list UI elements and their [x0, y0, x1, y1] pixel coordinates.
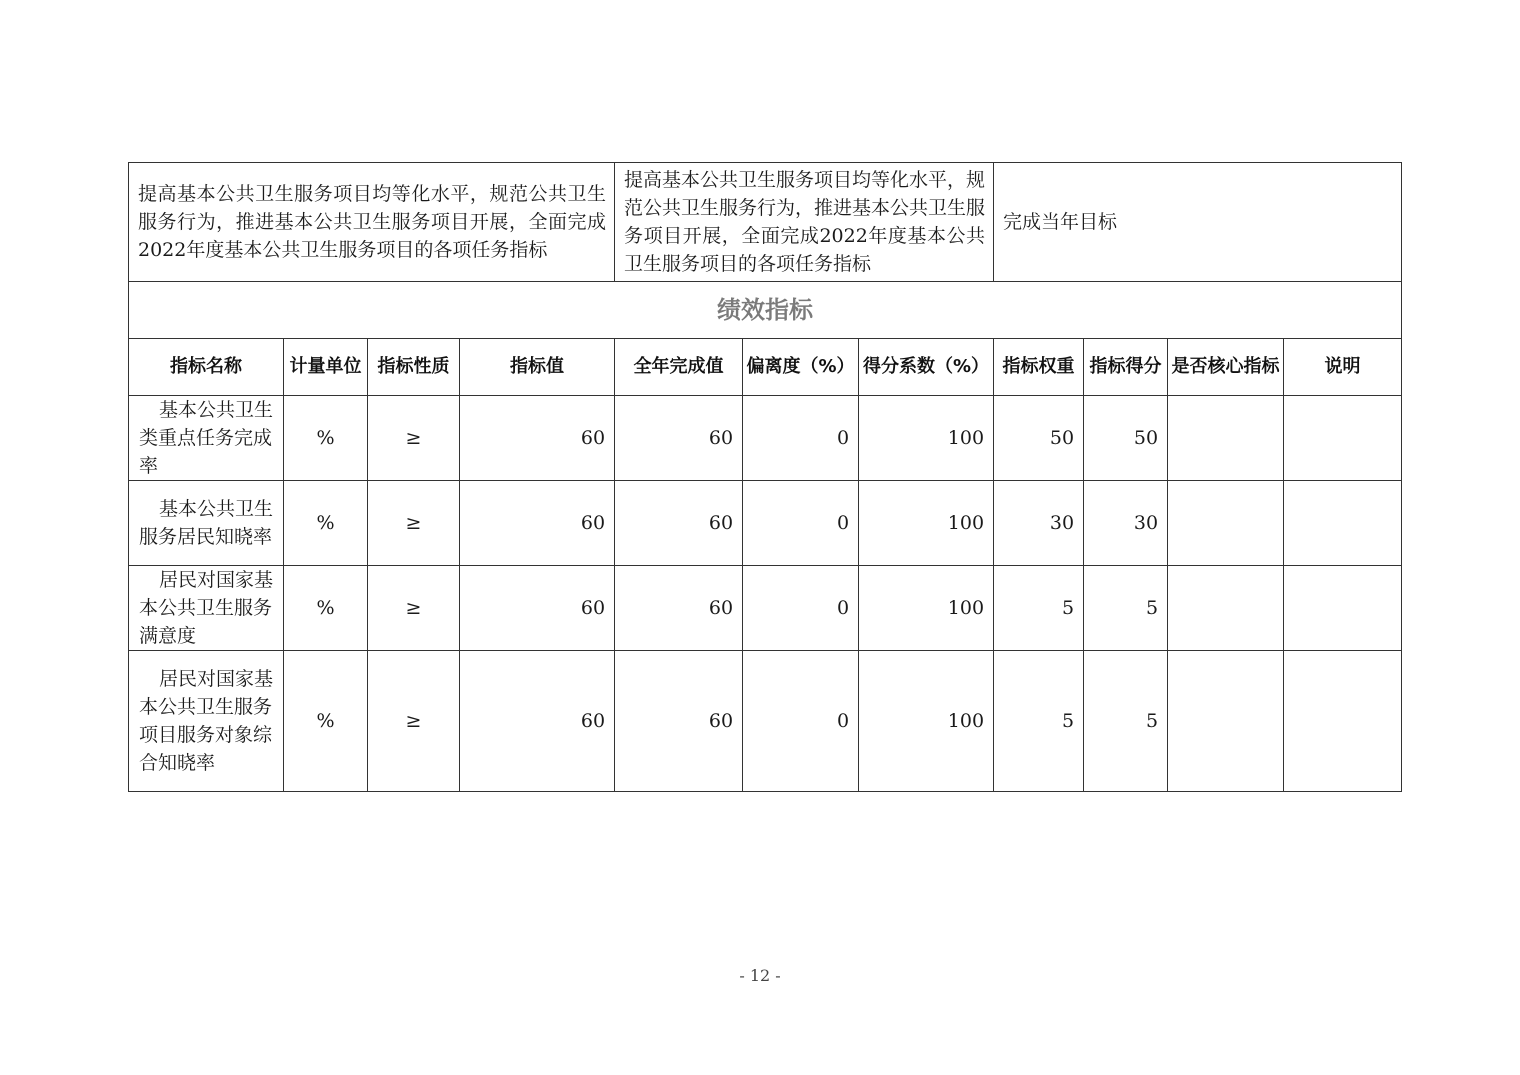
header-target: 指标值 [460, 339, 615, 396]
actual-cell: 60 [615, 566, 743, 651]
note-cell [1284, 396, 1402, 481]
table-row [129, 651, 1402, 792]
table-row [129, 566, 1402, 651]
performance-table-container [128, 162, 1401, 792]
header-actual: 全年完成值 [615, 339, 743, 396]
indicator-name: 基本公共卫生服务居民知晓率 [129, 481, 284, 566]
section-title-row [129, 282, 1402, 339]
unit-cell: % [284, 566, 368, 651]
core-cell [1168, 566, 1284, 651]
section-title: 绩效指标 [129, 282, 1402, 339]
unit-cell: % [284, 651, 368, 792]
header-note: 说明 [1284, 339, 1402, 396]
actual-cell: 60 [615, 396, 743, 481]
target-cell: 60 [460, 481, 615, 566]
coefficient-cell: 100 [859, 566, 994, 651]
score-cell: 50 [1084, 396, 1168, 481]
score-cell: 5 [1084, 566, 1168, 651]
evaluation-cell: 完成当年目标 [994, 163, 1402, 282]
table-row [129, 396, 1402, 481]
target-cell: 60 [460, 396, 615, 481]
deviation-cell: 0 [743, 566, 859, 651]
deviation-cell: 0 [743, 651, 859, 792]
nature-cell: ≥ [368, 481, 460, 566]
table-row [129, 481, 1402, 566]
page-number: - 12 - [739, 966, 781, 985]
annual-goal-cell: 提高基本公共卫生服务项目均等化水平，规范公共卫生服务行为，推进基本公共卫生服务项目开展，全面完成2022年度基本公共卫生服务项目的各项任务指标 [129, 163, 615, 282]
nature-cell: ≥ [368, 566, 460, 651]
score-cell: 5 [1084, 651, 1168, 792]
weight-cell: 5 [994, 566, 1084, 651]
header-deviation: 偏离度（%） [743, 339, 859, 396]
performance-table [128, 162, 1402, 792]
indicator-name: 居民对国家基本公共卫生服务满意度 [129, 566, 284, 651]
note-cell [1284, 651, 1402, 792]
weight-cell: 30 [994, 481, 1084, 566]
header-score: 指标得分 [1084, 339, 1168, 396]
header-weight: 指标权重 [994, 339, 1084, 396]
coefficient-cell: 100 [859, 481, 994, 566]
unit-cell: % [284, 481, 368, 566]
coefficient-cell: 100 [859, 651, 994, 792]
actual-cell: 60 [615, 481, 743, 566]
header-core: 是否核心指标 [1168, 339, 1284, 396]
score-cell: 30 [1084, 481, 1168, 566]
nature-cell: ≥ [368, 651, 460, 792]
core-cell [1168, 651, 1284, 792]
header-unit: 计量单位 [284, 339, 368, 396]
actual-completion-cell: 提高基本公共卫生服务项目均等化水平，规范公共卫生服务行为，推进基本公共卫生服务项目开展，全面完成2022年度基本公共卫生服务项目的各项任务指标 [615, 163, 994, 282]
indicator-name: 基本公共卫生类重点任务完成率 [129, 396, 284, 481]
goal-row [129, 163, 1402, 282]
indicator-name: 居民对国家基本公共卫生服务项目服务对象综合知晓率 [129, 651, 284, 792]
deviation-cell: 0 [743, 481, 859, 566]
target-cell: 60 [460, 566, 615, 651]
weight-cell: 50 [994, 396, 1084, 481]
core-cell [1168, 481, 1284, 566]
note-cell [1284, 481, 1402, 566]
note-cell [1284, 566, 1402, 651]
unit-cell: % [284, 396, 368, 481]
coefficient-cell: 100 [859, 396, 994, 481]
actual-cell: 60 [615, 651, 743, 792]
header-name: 指标名称 [129, 339, 284, 396]
target-cell: 60 [460, 651, 615, 792]
weight-cell: 5 [994, 651, 1084, 792]
core-cell [1168, 396, 1284, 481]
header-coefficient: 得分系数（%） [859, 339, 994, 396]
table-header-row [129, 339, 1402, 396]
header-nature: 指标性质 [368, 339, 460, 396]
deviation-cell: 0 [743, 396, 859, 481]
nature-cell: ≥ [368, 396, 460, 481]
